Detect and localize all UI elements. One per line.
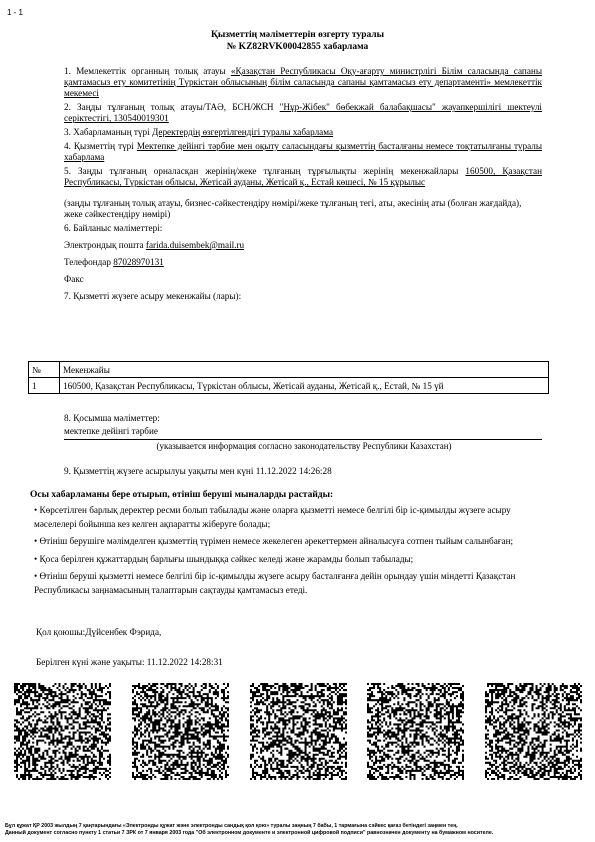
item-1-label: 1. Мемлекеттік органның толық атауы bbox=[64, 66, 231, 76]
document-title bbox=[0, 29, 595, 53]
header-address: Мекенжайы bbox=[60, 362, 549, 378]
confirmation-title: Осы хабарламаны бере отырып, өтініш беруші мыналарды растайды: bbox=[30, 490, 334, 500]
list-item: • Көрсетілген барлық деректер ресми болып табылады және оларға қызметті немесе белгілі бір іс-қимылды жүзеге асыру мәселелері бойынша кез келген ақпаратты жіберуге болады; bbox=[34, 505, 511, 529]
email-label: Электрондық пошта bbox=[64, 240, 146, 250]
footer-line-2: Данный документ согласно пункту 1 статьи 7 ЗРК от 7 января 2003 года "Об электронном документе и электронной цифровой подписи" равнозначен документу на бумажном носителе. bbox=[5, 830, 494, 836]
list-item: • Қоса берілген құжаттардың барлығы шындыққа сәйкес келеді және жарамды болып табылады; bbox=[34, 553, 414, 564]
additional-info bbox=[64, 412, 544, 453]
signature: Қол қоюшы:Дүйсенбек Фэрида, bbox=[36, 627, 162, 637]
entity-note: (заңды тұлғаның толық атауы, бизнес-сәйкестендіру нөмірі/жеке тұлғаның тегі, аты, әкесінің аты (болған жағдайда), жеке сәйкестендіру нөмірі) bbox=[64, 198, 522, 219]
item-3-label: 3. Хабарламаның түрі bbox=[64, 127, 152, 137]
additional-info-value: мектепке дейінгі тәрбие bbox=[64, 425, 542, 440]
item-3 bbox=[64, 127, 542, 138]
additional-info-note: (указывается информация согласно законодательству Республики Казахстан) bbox=[156, 441, 452, 451]
item-4-value: Мектепке дейінгі тәрбие мен оқыту саласындағы қызметтің басталғаны немесе тоқтатылғаны туралы хабарлама bbox=[64, 141, 542, 162]
activity-datetime: 9. Қызметтің жүзеге асырылуы уақыты мен күні 11.12.2022 14:26:28 bbox=[64, 466, 332, 476]
qr-code-icon bbox=[14, 683, 111, 780]
item-3-value: Деректердің өзгертілгендігі туралы хабарлама bbox=[151, 127, 334, 137]
legal-footer bbox=[5, 823, 593, 837]
title-line-1: Қызметтің мәліметтерін өзгерту туралы bbox=[210, 30, 385, 40]
fax-label: Факс bbox=[64, 274, 84, 284]
page-number: 1 - 1 bbox=[7, 8, 24, 17]
document-body bbox=[64, 66, 542, 302]
title-line-2: № KZ82RVK00042855 хабарлама bbox=[226, 42, 369, 52]
email-value[interactable]: farida.duisembek@mail.ru bbox=[145, 240, 245, 250]
footer-line-1: Бұл құжат ҚР 2003 жылдың 7 қаңтарындағы «Электронды құжат және электронды сандық қол қою» туралы заңның 7 бабы, 1 тармағына сәйкес қағаз бетіндегі заңмен тең. bbox=[5, 823, 458, 829]
qr-code-icon bbox=[250, 683, 347, 780]
list-item: • Өтініш берушіге мәлімделген қызметтің түрімен немесе жекелеген әрекеттермен айналысуға сотпен тыйым салынбаған; bbox=[34, 536, 514, 546]
email-row bbox=[64, 240, 542, 251]
item-2-label: 2. Заңды тұлғаның толық атауы/ТАӘ, БСН/ЖСН bbox=[64, 102, 280, 112]
item-5 bbox=[64, 166, 542, 188]
phone-row bbox=[64, 257, 542, 268]
item-2 bbox=[64, 102, 542, 124]
item-4-label: 4. Қызметтің түрі bbox=[64, 141, 137, 151]
additional-info-label: 8. Қосымша мәліметтер: bbox=[64, 413, 160, 423]
phone-label: Телефондар bbox=[64, 257, 114, 267]
issued-datetime: Берілген күні және уақыты: 11.12.2022 14:28:31 bbox=[36, 657, 223, 667]
address-table bbox=[28, 361, 549, 394]
item-7-label: 7. Қызметті жүзеге асыру мекенжайы (лары): bbox=[64, 291, 242, 301]
confirmation-list bbox=[34, 504, 546, 601]
qr-code-icon bbox=[485, 683, 582, 780]
qr-code-icon bbox=[367, 683, 464, 780]
item-4 bbox=[64, 141, 542, 163]
item-6-label: 6. Байланыс мәліметтері: bbox=[64, 223, 163, 233]
item-5-value: 160500, Қазақстан Республикасы, Түркістан облысы, Жетісай ауданы, Жетісай қ., Естай көшесі, № 15 құрылыс bbox=[64, 166, 542, 187]
header-num: № bbox=[29, 362, 60, 378]
item-1-value: «Қазақстан Республикасы Оқу-ағарту министрлігі Білім саласында сапаны қамтамасыз ету комитетінің Түркістан облысының білім саласында сапаны қамтамасыз ету департаменті» мемлекеттік мекемесі bbox=[64, 66, 542, 98]
qr-codes bbox=[14, 683, 582, 780]
phone-value[interactable]: 87028970131 bbox=[113, 257, 164, 267]
item-2-value: "Нұр-Жібек" бөбекжай балабақшасы" жауапкершілігі шектеулі серіктестігі, 130540019301 bbox=[64, 102, 542, 123]
item-1 bbox=[64, 66, 542, 99]
row-address: 160500, Қазақстан Республикасы, Түркістан облысы, Жетісай ауданы, Жетісай қ., Естай, № 15 үй bbox=[60, 378, 549, 394]
address-table-header bbox=[29, 362, 549, 378]
table-row bbox=[29, 378, 549, 394]
qr-code-icon bbox=[132, 683, 229, 780]
row-num: 1 bbox=[29, 378, 60, 394]
list-item: • Өтініш беруші қызметті немесе белгілі бір іс-қимылды жүзеге асыру басталғанға дейін орындау үшін міндетті Қазақстан Республикасы заңнамасының талаптарын сақтауды қамтамасыз етеді. bbox=[34, 571, 516, 595]
item-5-label: 5. Заңды тұлғаның орналасқан жерінің/жеке тұлғаның тұрғылықты жерінің мекенжайлары bbox=[64, 166, 466, 176]
